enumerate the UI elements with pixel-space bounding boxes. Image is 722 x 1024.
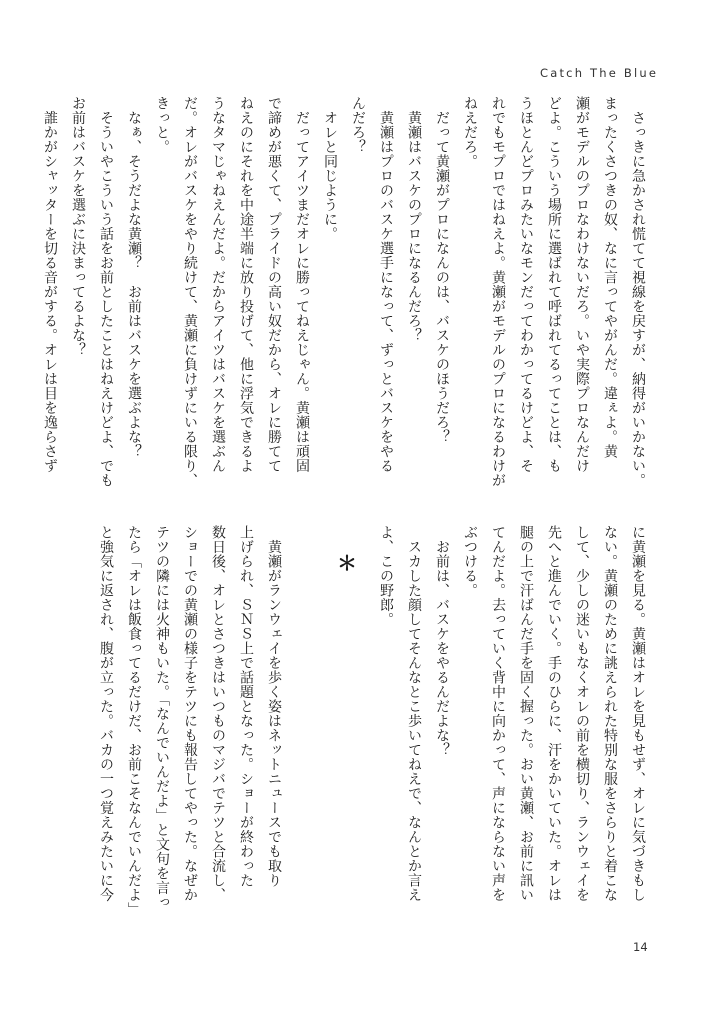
- text-column: うほとんどプロみたいなモンだってわかってるけどよ、そ: [518, 96, 534, 473]
- page-number: 14: [633, 940, 648, 954]
- text-column: ショーでの黄瀬の様子をテツにも報告してやった。なぜか: [182, 525, 198, 902]
- text-column: 黄瀬がランウェイを歩く姿はネットニュースでも取り: [266, 525, 282, 888]
- text-column: だって黄瀬がプロになんのは、バスケのほうだろ？: [434, 96, 450, 444]
- text-column: で諦めが悪くて、プライドの高い奴だから、オレに勝てて: [266, 96, 282, 473]
- text-column: と強気に返され、腹が立った。バカの一つ覚えみたいに今: [98, 525, 114, 902]
- text-column: どよ。こういう場所に選ばれて呼ばれてるってことは、も: [546, 96, 562, 473]
- text-column: 黄瀬はバスケのプロになるんだろ？: [406, 96, 422, 343]
- text-column: よ、この野郎。: [378, 525, 394, 627]
- text-column: ねえだろ。: [462, 96, 478, 169]
- text-column: だ。オレがバスケをやり続けて、黄瀬に負けずにいる限り、: [182, 96, 198, 488]
- text-column: 黄瀬はプロのバスケ選手になって、ずっとバスケをやる: [378, 96, 394, 473]
- text-column: 先へと進んでいく。手のひらに、汗をかいていた。オレは: [546, 525, 562, 902]
- text-column: まったくさつきの奴、なに言ってやがんだ。違ぇよ。黄: [602, 96, 618, 459]
- text-column: 瀬がモデルのプロなわけないだろ。いや実際プロなんだけ: [574, 96, 590, 473]
- text-column: ねえのにそれを中途半端に放り投げて、他に浮気できるよ: [238, 96, 254, 473]
- text-column: れでもモプロではねえよ。黄瀬がモデルのプロになるわけが: [490, 96, 506, 488]
- text-column: てんだよ。去っていく背中に向かって、声にならない声を: [490, 525, 506, 902]
- text-column: お前はバスケを選ぶに決まってるよな？: [70, 96, 86, 357]
- text-column: 腿の上で汗ばんだ手を固く握った。おい黄瀬、お前に訊い: [518, 525, 534, 902]
- text-column: そういやこういう話をお前としたことはねえけどよ、でも: [98, 96, 114, 488]
- text-column: だってアイツまだオレに勝ってねえじゃん。黄瀬は頑固: [294, 96, 310, 473]
- text-column: して、少しの迷いもなくオレの前を横切り、ランウェイを: [574, 525, 590, 902]
- text-column: [344, 525, 372, 937]
- running-header-title: Catch The Blue: [540, 66, 659, 80]
- text-column: んだろ？: [350, 96, 366, 154]
- text-column: テツの隣には火神もいた。「なんでいんだよ」と文句を言っ: [154, 525, 170, 910]
- text-column: ぶつける。: [462, 525, 478, 598]
- text-column: うなタマじゃねえんだよ。だからアイツはバスケを選ぶん: [210, 96, 226, 473]
- text-column: ない。黄瀬のために誂えられた特別な服をさらりと着こな: [602, 525, 618, 902]
- text-column: スカした顔してそんなとこ歩いてねえで、なんとか言え: [406, 525, 422, 902]
- text-column: オレと同じように。: [322, 96, 338, 241]
- text-column: なぁ、そうだよな黄瀬？ お前はバスケを選ぶよな？: [126, 96, 142, 459]
- text-column: 上げられ、ＳＮＳ上で話題となった。ショーが終わった: [238, 525, 254, 888]
- scene-break-asterisk: ＊: [337, 551, 357, 575]
- text-column: 誰かがシャッターを切る音がする。オレは目を逸らさず: [42, 96, 58, 473]
- text-column: さっきに急かされ慌てて視線を戻すが、納得がいかない。: [630, 96, 646, 488]
- text-column: に黄瀬を見る。黄瀬はオレを見もせず、オレに気づきもし: [630, 525, 646, 902]
- lower-text-block: [52, 525, 652, 937]
- text-column: きっと。: [154, 96, 170, 154]
- text-column: [288, 525, 316, 937]
- text-column: [316, 525, 344, 937]
- text-column: たら「オレは飯食ってるだけだ、お前こそなんでいんだよ」: [126, 525, 142, 917]
- text-column: 数日後、オレとさつきはいつものマジバでテツと合流し、: [210, 525, 226, 902]
- upper-text-block: [42, 96, 652, 508]
- text-column: お前は、バスケをやるんだよな？: [434, 525, 450, 757]
